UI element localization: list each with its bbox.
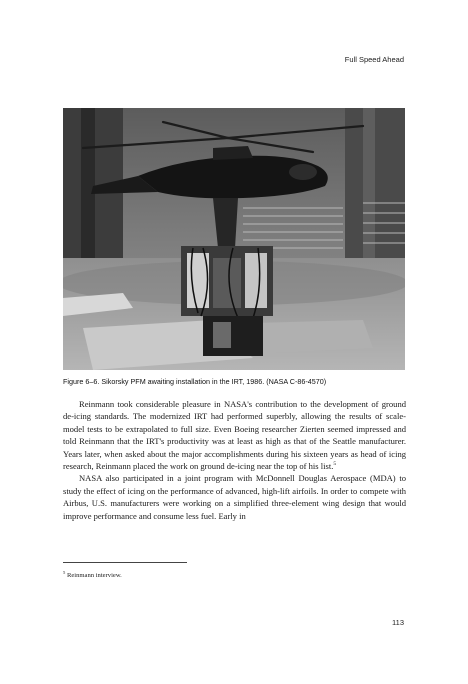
figure-photo xyxy=(63,108,405,370)
footnote-rule xyxy=(63,562,187,563)
paragraph xyxy=(63,398,406,472)
paragraph-text: Reinmann took considerable pleasure in NASA's contribution to the development of ground de-icing standards. The modernized IRT had performed superbly, allowing the results of scale-model tests to be extrapolated to full size. Even Boeing researcher Zierten seemed impressed and told Reinmann that the IRT's productivity was at least as high as that of the Seattle manufacturer. Years later, when asked about the major accomplishments during his sixteen years as head of icing research, Reinmann placed the work on ground de-icing near the top of his list. xyxy=(63,399,406,472)
page-number: 113 xyxy=(392,618,404,627)
paragraph xyxy=(63,472,406,522)
footnote xyxy=(63,570,122,579)
footnote-ref: 5 xyxy=(333,461,337,468)
figure-caption: Figure 6–6. Sikorsky PFM awaiting installation in the IRT, 1986. (NASA C-86-4570) xyxy=(63,377,327,386)
body-text xyxy=(63,398,406,522)
paragraph-text: NASA also participated in a joint program with McDonnell Douglas Aerospace (MDA) to study the effect of icing on the performance of advanced, high-lift airfoils. In order to compete with Airbus, U.S. manufacturers were working on a simplified three-element wing design that would improve performance and consume less fuel. Early in xyxy=(63,473,406,521)
footnote-text: Reinmann interview. xyxy=(66,572,122,580)
running-head: Full Speed Ahead xyxy=(344,55,404,64)
footnote-marker: 5 xyxy=(63,570,66,575)
